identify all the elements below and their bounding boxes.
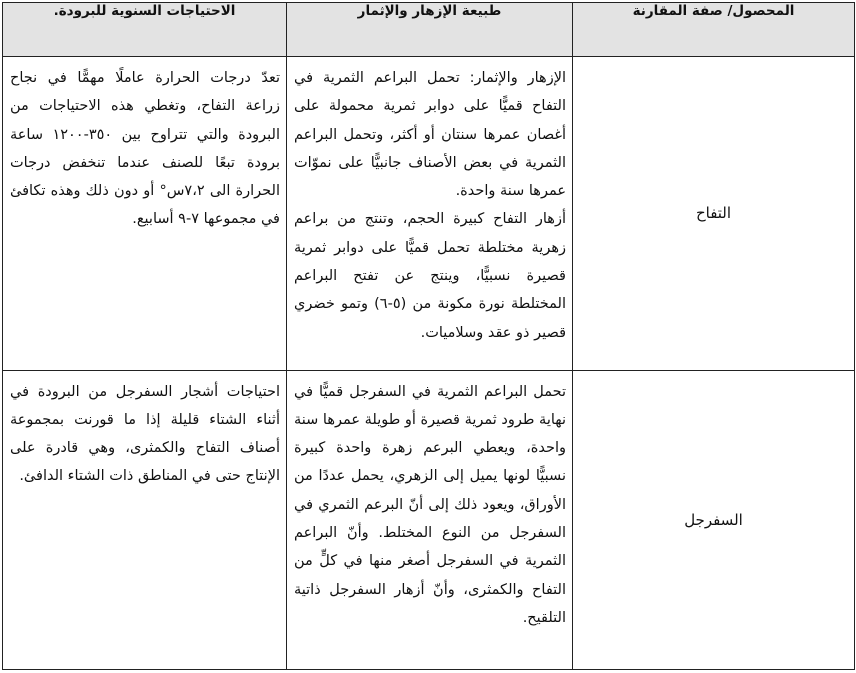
flowering-paragraph: أزهار التفاح كبيرة الحجم، وتنتج من براعم زهرية مختلطة تحمل قميًّا على دوابر ثمرية قصيرة نسبيًّا، وينتج عن تفتح البراعم المختلطة نورة مكونة من (٥-٦) وتمو خضري قصير ذو عقد وسلاميات.: [294, 211, 566, 341]
crop-name-apple: التفاح: [573, 57, 855, 371]
chilling-paragraph: احتياجات أشجار السفرجل من البرودة في أثناء الشتاء قليلة إذا ما قورنت بمجموعة أصناف التفاح والكمثرى، وهي قادرة على الإنتاج حتى في المناطق ذات الشتاء الدافئ.: [10, 383, 280, 485]
table-row-apple: [3, 57, 855, 371]
flowering-cell-quince: [287, 370, 573, 670]
table-row-quince: [3, 370, 855, 670]
header-crop: المحصول/ صفة المقارنة: [573, 3, 855, 57]
flowering-cell-apple: [287, 57, 573, 371]
chilling-paragraph: تعدّ درجات الحرارة عاملًا مهمًّا في نجاح زراعة التفاح، وتغطي هذه الاحتياجات من البرودة والتي تتراوح بين ٣٥٠-١٢٠٠ ساعة برودة تبعًا للصنف عندما تنخفض درجات الحرارة الى ٧،٢س° أو دون ذلك وهذه تكافئ في مجموعها ٧-٩ أسابيع.: [10, 70, 280, 228]
header-chilling: الاحتياجات السنوية للبرودة.: [3, 3, 287, 57]
header-flowering: طبيعة الإزهار والإثمار: [287, 3, 573, 57]
flowering-paragraph: الإزهار والإثمار: تحمل البراعم الثمرية في التفاح قميًّا على دوابر ثمرية محمولة على أغصان عمرها سنتان أو أكثر، وتحمل البراعم الثمرية في بعض الأصناف جانبيًّا على نموّات عمرها سنة واحدة.: [294, 70, 566, 200]
table-header-row: [3, 3, 855, 57]
comparison-table: [2, 2, 855, 670]
crop-name-quince: السفرجل: [573, 370, 855, 670]
flowering-paragraph: تحمل البراعم الثمرية في السفرجل قميًّا في نهاية طرود ثمرية قصيرة أو طويلة عمرها سنة واحدة، ويعطي البرعم زهرة واحدة كبيرة نسبيًّا لونها يميل إلى الزهري، يحمل عددًا من الأوراق، ويعود ذلك إلى أنّ البرعم الثمري في السفرجل من النوع المختلط. وأنّ البراعم الثمرية في السفرجل أصغر منها في كلٍّ من التفاح والكمثرى، وأنّ أزهار السفرجل ذاتية التلقيح.: [294, 383, 566, 626]
chilling-cell-quince: [3, 370, 287, 670]
chilling-cell-apple: [3, 57, 287, 371]
